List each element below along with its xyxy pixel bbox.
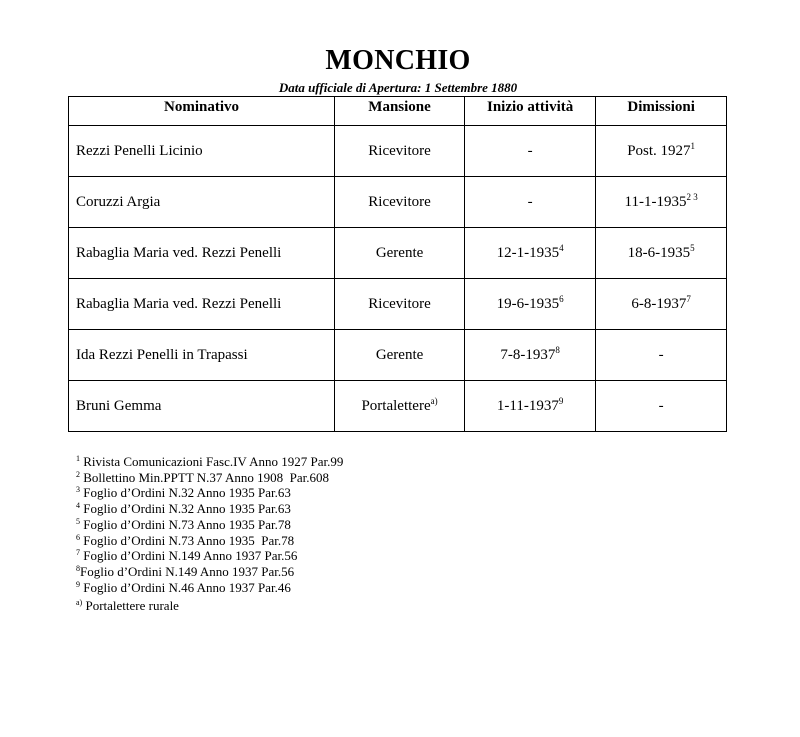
start-footnote-ref: 9 [558, 395, 564, 406]
cell-role [335, 279, 465, 330]
cell-name: Coruzzi Argia [69, 177, 335, 228]
cell-name: Ida Rezzi Penelli in Trapassi [69, 330, 335, 381]
cell-start [465, 381, 596, 432]
role-footnote-ref: a) [430, 395, 438, 406]
cell-start [465, 126, 596, 177]
start-text: 19-6-1935 [496, 295, 560, 312]
cell-end [596, 381, 727, 432]
table-header [69, 97, 727, 126]
footnote-mark: a) [76, 598, 83, 608]
cell-end [596, 126, 727, 177]
end-footnote-ref: 1 [690, 140, 696, 151]
column-header-end: Dimissioni [596, 97, 727, 126]
cell-start [465, 228, 596, 279]
cell-role [335, 228, 465, 279]
end-text: - [658, 397, 664, 414]
footnote-mark: 1 [76, 454, 80, 463]
footnote-text: Rivista Comunicazioni Fasc.IV Anno 1927 Par.99 [80, 454, 344, 469]
header-row [69, 97, 727, 126]
cell-name: Rabaglia Maria ved. Rezzi Penelli [69, 279, 335, 330]
end-footnote-ref: 5 [690, 242, 695, 253]
cell-end [596, 177, 727, 228]
role-text: Portalettere [361, 397, 431, 414]
page-subtitle: Data ufficiale di Apertura: 1 Settembre 1880 [278, 80, 518, 95]
footnote-mark: 9 [76, 579, 80, 589]
footnote [76, 454, 476, 470]
footnote [76, 548, 476, 564]
start-text: 1-11-1937 [496, 397, 559, 414]
footnote-mark: 5 [76, 516, 80, 526]
page-title: MONCHIO [325, 45, 471, 76]
end-text: - [658, 346, 664, 363]
cell-role [335, 177, 465, 228]
end-text: 11-1-1935 [624, 193, 687, 210]
cell-name: Rabaglia Maria ved. Rezzi Penelli [69, 228, 335, 279]
footnote-mark: 8 [76, 563, 80, 573]
role-text: Ricevitore [368, 193, 431, 210]
footnote [76, 580, 476, 596]
footnote [76, 501, 476, 517]
cell-start [465, 177, 596, 228]
cell-end [596, 330, 727, 381]
column-header-role: Mansione [335, 97, 465, 126]
staff-table [68, 96, 727, 432]
table-row [69, 228, 727, 279]
role-text: Ricevitore [368, 142, 431, 159]
footnote-text: Foglio d’Ordini N.149 Anno 1937 Par.56 [80, 548, 298, 564]
cell-start [465, 279, 596, 330]
table-body [69, 126, 727, 432]
footnote-text: Portalettere rurale [82, 598, 179, 614]
footnote-text: Foglio d’Ordini N.73 Anno 1935 Par.78 [80, 532, 295, 548]
footnote [76, 533, 476, 549]
footnote [76, 485, 476, 501]
footnote-mark: 4 [76, 501, 80, 511]
table-row [69, 330, 727, 381]
cell-start [465, 330, 596, 381]
footnote-text: Foglio d’Ordini N.73 Anno 1935 Par.78 [80, 516, 291, 532]
footnote-text: Foglio d’Ordini N.149 Anno 1937 Par.56 [80, 563, 295, 579]
role-text: Gerente [375, 346, 424, 363]
cell-end [596, 228, 727, 279]
footnote-text: Foglio d’Ordini N.32 Anno 1935 Par.63 [80, 485, 291, 501]
footnote-mark: 2 [76, 469, 80, 479]
cell-role [335, 126, 465, 177]
end-text: Post. 1927 [627, 142, 691, 159]
role-text: Gerente [375, 244, 424, 261]
start-text: - [527, 193, 533, 210]
cell-role [335, 330, 465, 381]
end-text: 18-6-1935 [627, 244, 691, 261]
footnote [76, 470, 476, 486]
table-row [69, 177, 727, 228]
column-header-name: Nominativo [69, 97, 335, 126]
end-text: 6-8-1937 [631, 295, 687, 312]
footnote [76, 598, 476, 614]
table-row [69, 279, 727, 330]
footnote-text: Foglio d’Ordini N.46 Anno 1937 Par.46 [80, 579, 291, 595]
footnote-text: Foglio d’Ordini N.32 Anno 1935 Par.63 [80, 501, 291, 517]
column-header-start: Inizio attività [465, 97, 596, 126]
footnote [76, 517, 476, 533]
footnote-mark: 3 [76, 485, 80, 495]
table-row [69, 381, 727, 432]
start-text: 7-8-1937 [500, 346, 556, 363]
footnote-mark: 6 [76, 532, 80, 542]
role-text: Ricevitore [368, 295, 431, 312]
footnotes [76, 454, 476, 614]
cell-name: Bruni Gemma [69, 381, 335, 432]
cell-name: Rezzi Penelli Licinio [69, 126, 335, 177]
cell-role [335, 381, 465, 432]
footnote [76, 564, 476, 580]
end-footnote-ref: 7 [686, 293, 691, 304]
start-footnote-ref: 8 [555, 344, 560, 355]
start-text: - [527, 142, 533, 159]
start-footnote-ref: 4 [559, 242, 564, 253]
end-footnote-ref: 2 3 [686, 191, 698, 202]
table-row [69, 126, 727, 177]
start-text: 12-1-1935 [496, 244, 560, 261]
start-footnote-ref: 6 [559, 293, 564, 304]
footnote-text: Bollettino Min.PPTT N.37 Anno 1908 Par.608 [80, 469, 329, 485]
cell-end [596, 279, 727, 330]
footnote-mark: 7 [76, 548, 80, 558]
